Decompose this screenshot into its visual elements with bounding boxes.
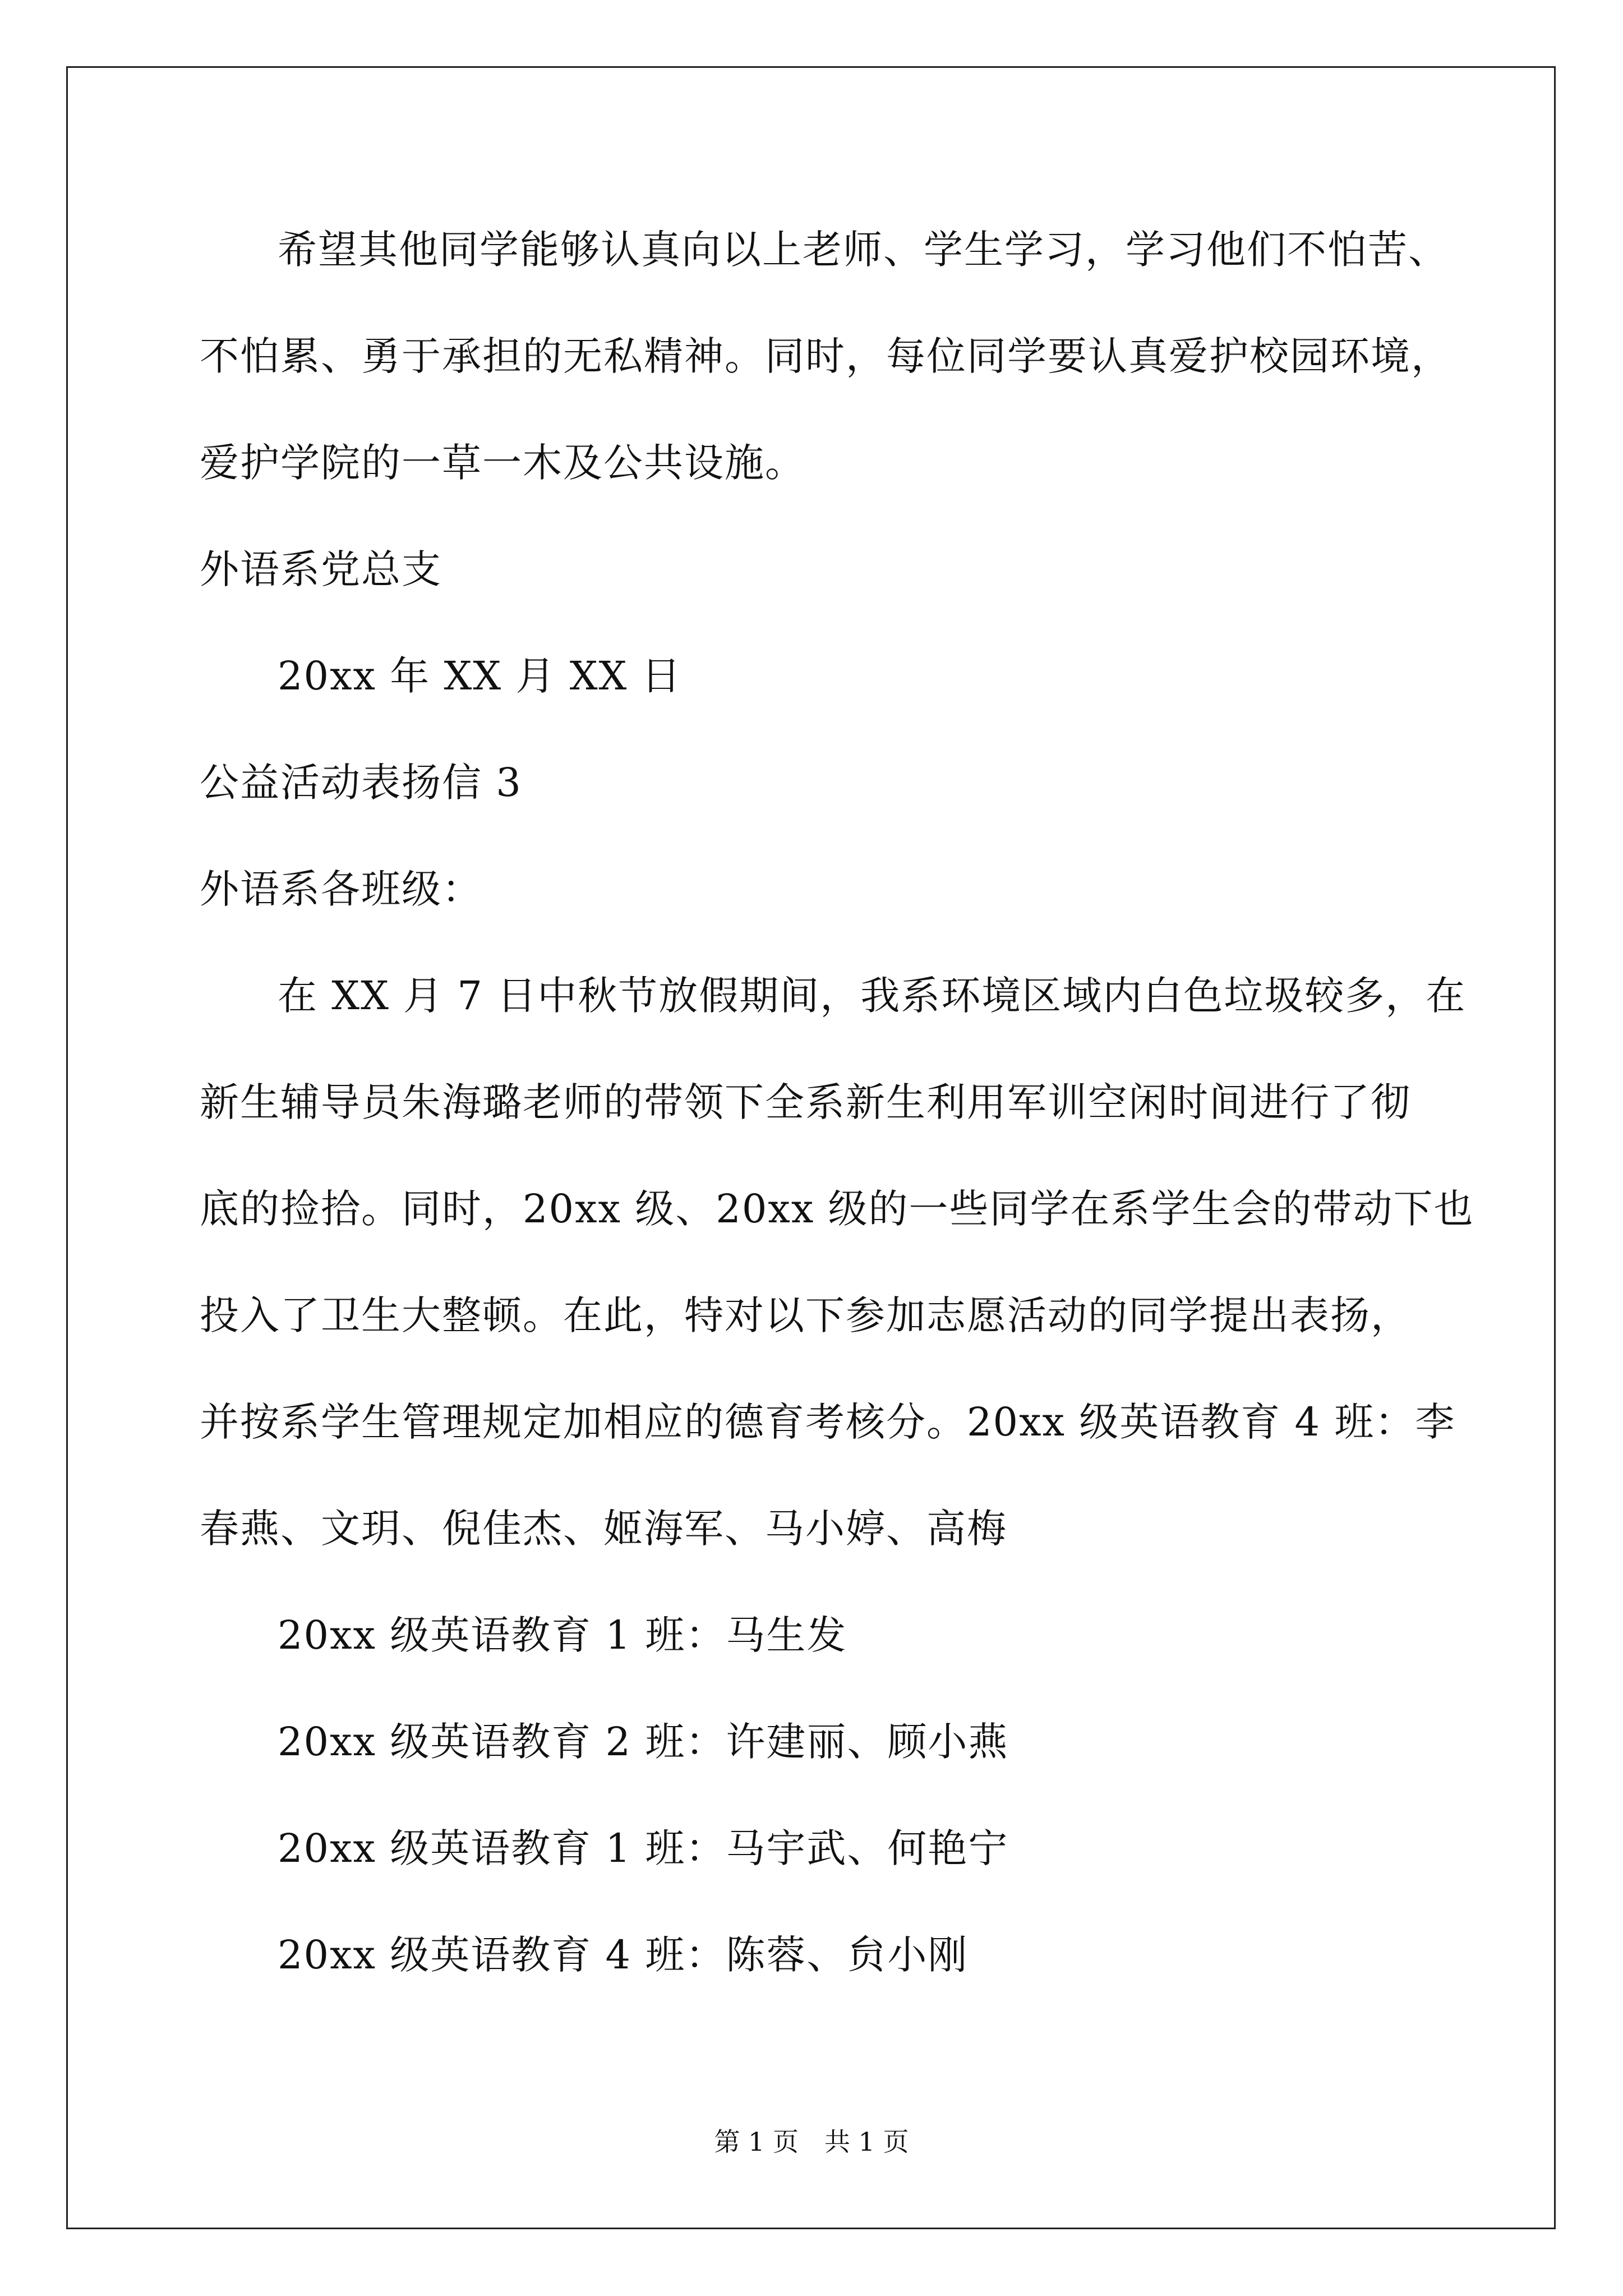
paragraph-line: 爱护学院的一草一木及公共设施。 <box>200 440 805 486</box>
paragraph-line: 春燕、文玥、倪佳杰、姬海军、马小婷、高梅 <box>200 1506 1007 1552</box>
paragraph-line: 在 XX 月 7 日中秋节放假期间，我系环境区域内白色垃圾较多，在 <box>278 973 1467 1019</box>
paragraph-line: 并按系学生管理规定加相应的德育考核分。20xx 级英语教育 4 班：李 <box>200 1399 1456 1445</box>
commendation-list-item: 20xx 级英语教育 1 班：马生发 <box>278 1612 847 1658</box>
commendation-list-item: 20xx 级英语教育 2 班：许建丽、顾小燕 <box>278 1719 1009 1765</box>
page-footer: 第 1 页 共 1 页 <box>714 2127 909 2157</box>
paragraph-line: 希望其他同学能够认真向以上老师、学生学习，学习他们不怕苦、 <box>278 227 1449 273</box>
paragraph-line: 不怕累、勇于承担的无私精神。同时，每位同学要认真爱护校园环境， <box>200 333 1451 379</box>
paragraph-line: 新生辅导员朱海璐老师的带领下全系新生利用军训空闲时间进行了彻 <box>200 1079 1411 1125</box>
signature-date: 20xx 年 XX 月 XX 日 <box>278 653 682 699</box>
commendation-list-item: 20xx 级英语教育 1 班：马宇武、何艳宁 <box>278 1825 1009 1871</box>
page-border <box>66 66 1556 2229</box>
paragraph-line: 底的捡拾。同时，20xx 级、20xx 级的一些同学在系学生会的带动下也 <box>200 1186 1474 1232</box>
section-title: 公益活动表扬信 3 <box>200 760 522 806</box>
signature-department: 外语系党总支 <box>200 546 442 592</box>
paragraph-line: 投入了卫生大整顿。在此，特对以下参加志愿活动的同学提出表扬， <box>200 1292 1411 1338</box>
salutation: 外语系各班级： <box>200 866 482 912</box>
commendation-list-item: 20xx 级英语教育 4 班：陈蓉、贠小刚 <box>278 1932 969 1978</box>
